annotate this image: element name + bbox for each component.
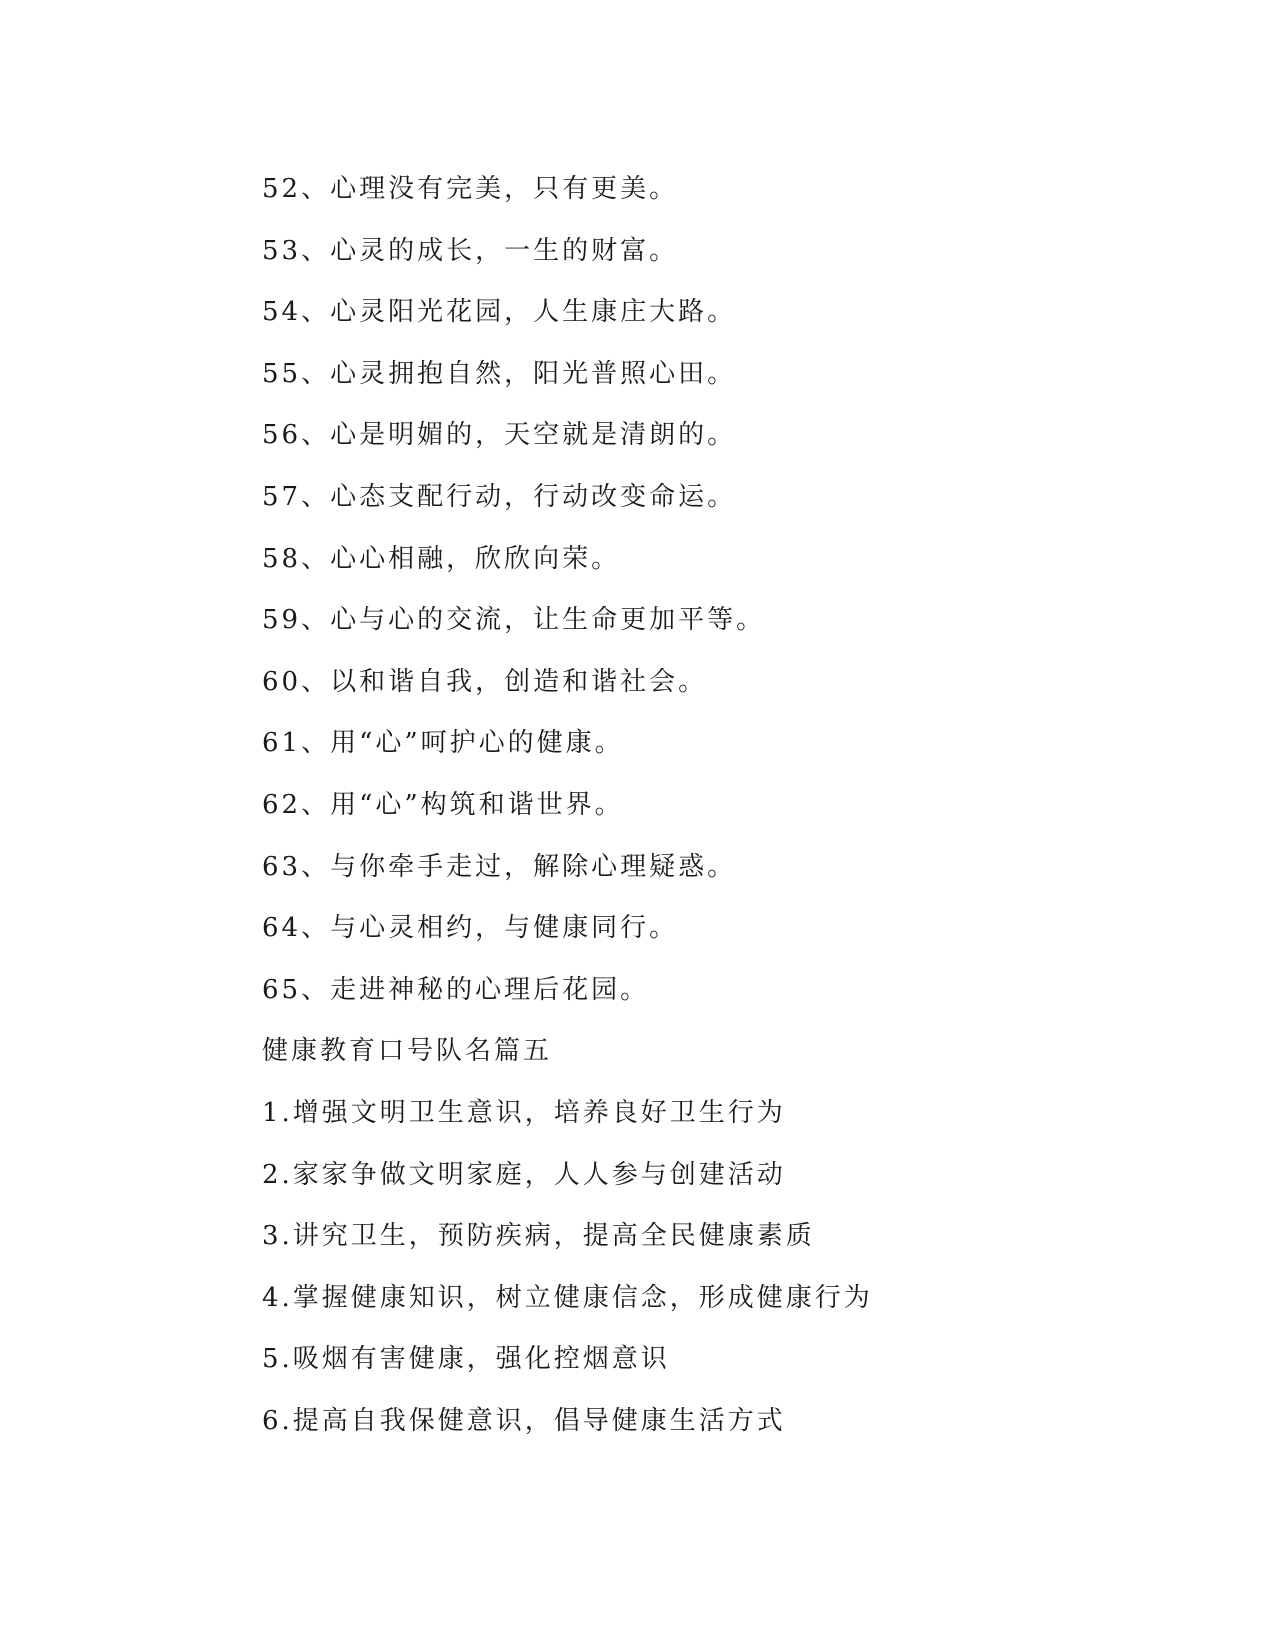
slogan-line: 60、以和谐自我，创造和谐社会。 <box>262 666 708 697</box>
slogan-line: 57、心态支配行动，行动改变命运。 <box>262 481 737 512</box>
slogan-line: 5.吸烟有害健康，强化控烟意识 <box>262 1344 670 1375</box>
slogan-line: 59、心与心的交流，让生命更加平等。 <box>262 605 766 636</box>
slogan-line: 65、走进神秘的心理后花园。 <box>262 974 650 1005</box>
slogan-line: 61、用“心”呵护心的健康。 <box>262 728 624 759</box>
slogan-line: 56、心是明媚的，天空就是清朗的。 <box>262 420 737 451</box>
document-body <box>262 168 1202 1461</box>
slogan-line: 63、与你牵手走过，解除心理疑惑。 <box>262 851 737 882</box>
slogan-line: 64、与心灵相约，与健康同行。 <box>262 913 679 944</box>
slogan-line: 4.掌握健康知识，树立健康信念，形成健康行为 <box>262 1282 873 1313</box>
slogan-line: 55、心灵拥抱自然，阳光普照心田。 <box>262 358 737 389</box>
slogan-line: 2.家家争做文明家庭，人人参与创建活动 <box>262 1159 786 1190</box>
slogan-line: 54、心灵阳光花园，人生康庄大路。 <box>262 297 737 328</box>
section-heading: 健康教育口号队名篇五 <box>262 1036 553 1067</box>
slogan-line: 52、心理没有完美，只有更美。 <box>262 174 679 204</box>
slogan-line: 1.增强文明卫生意识，培养良好卫生行为 <box>262 1097 786 1128</box>
slogan-line: 6.提高自我保健意识，倡导健康生活方式 <box>262 1405 786 1436</box>
slogan-line: 3.讲究卫生，预防疾病，提高全民健康素质 <box>262 1221 815 1252</box>
slogan-line: 58、心心相融，欣欣向荣。 <box>262 543 621 574</box>
slogan-line: 53、心灵的成长，一生的财富。 <box>262 235 679 266</box>
slogan-line: 62、用“心”构筑和谐世界。 <box>262 789 624 820</box>
